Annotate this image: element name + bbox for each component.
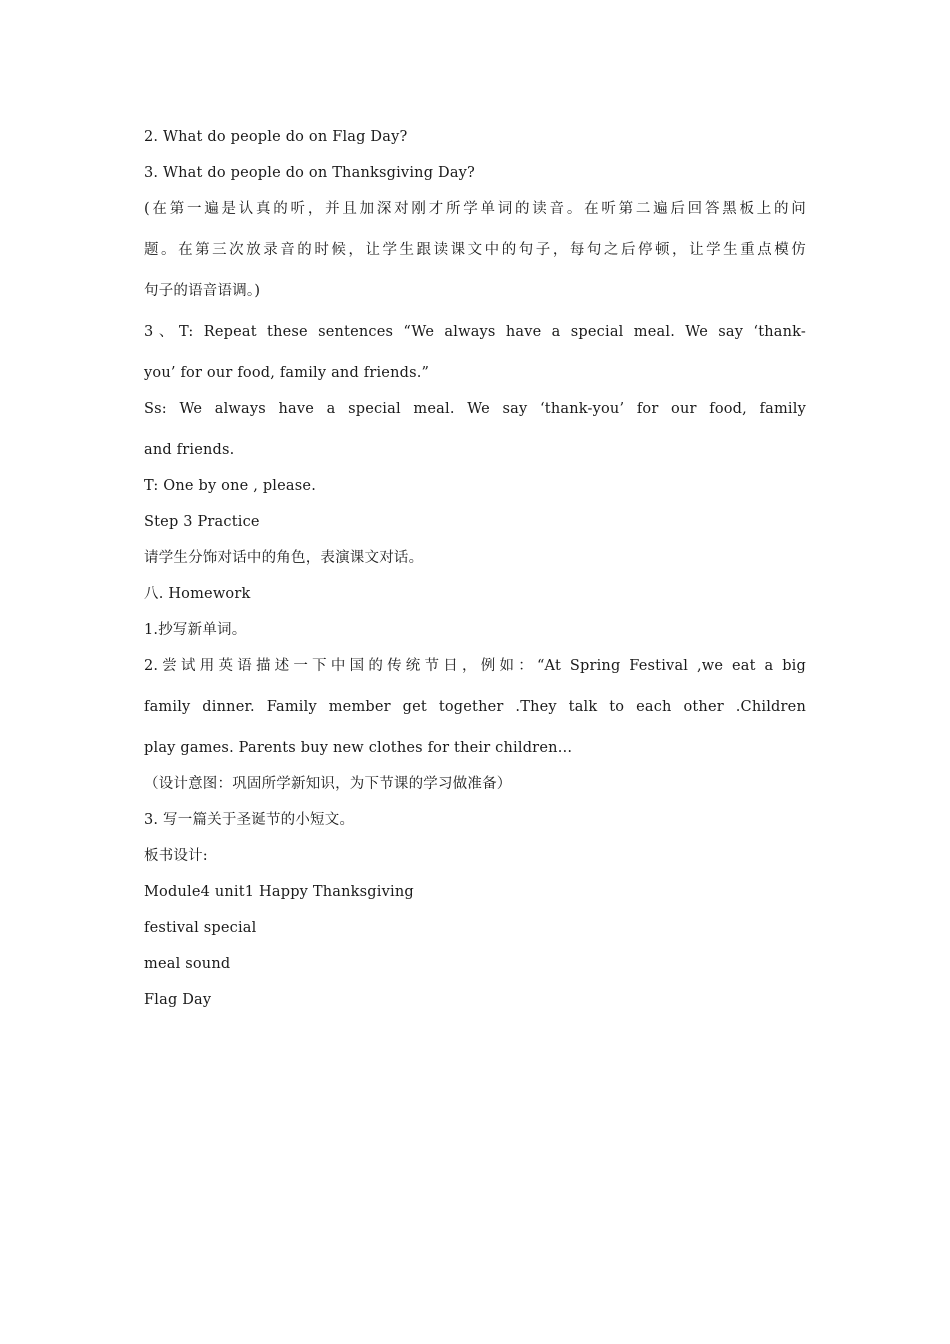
design-intent-note: （设计意图：巩固所学新知识，为下节课的学习做准备）: [144, 776, 512, 792]
board-design-heading: 板书设计:: [144, 848, 208, 864]
homework-item-1: 1.抄写新单词。: [144, 622, 247, 638]
students-repeat-line-2: and friends.: [144, 442, 235, 458]
homework-item-2-line-3: play games. Parents buy new clothes for their children…: [144, 740, 573, 756]
homework-item-3: 3. 写一篇关于圣诞节的小短文。: [144, 812, 355, 828]
document-body: [144, 124, 806, 1023]
homework-item-2-line-2: family dinner. Family member get together .They talk to each other .Children: [144, 699, 806, 715]
listening-note-line-3: 句子的语音语调。): [144, 283, 261, 299]
question-2: 2. What do people do on Flag Day?: [144, 129, 408, 145]
board-words-3: Flag Day: [144, 992, 212, 1008]
step-3-heading: Step 3 Practice: [144, 514, 260, 530]
students-repeat-line-1: Ss: We always have a special meal. We say ‘thank-you’ for our food, family: [144, 401, 806, 417]
board-words-2: meal sound: [144, 956, 231, 972]
teacher-repeat-line-1: 3、T: Repeat these sentences “We always have a special meal. We say ‘thank-: [144, 324, 806, 340]
homework-heading: 八. Homework: [144, 586, 251, 602]
board-words-1: festival special: [144, 920, 257, 936]
listening-note-line-1: (在第一遍是认真的听，并且加深对刚才所学单词的读音。在听第二遍后回答黑板上的问: [144, 201, 806, 217]
question-3: 3. What do people do on Thanksgiving Day?: [144, 165, 476, 181]
teacher-repeat-line-2: you’ for our food, family and friends.”: [144, 365, 430, 381]
board-module-title: Module4 unit1 Happy Thanksgiving: [144, 884, 414, 900]
teacher-one-by-one: T: One by one , please.: [144, 478, 317, 494]
listening-note-line-2: 题。在第三次放录音的时候，让学生跟读课文中的句子，每句之后停顿，让学生重点模仿: [144, 242, 806, 258]
homework-item-2-line-1: 2.尝试用英语描述一下中国的传统节日，例如：“At Spring Festival ,we eat a big: [144, 658, 806, 674]
practice-instruction: 请学生分饰对话中的角色，表演课文对话。: [144, 550, 424, 566]
